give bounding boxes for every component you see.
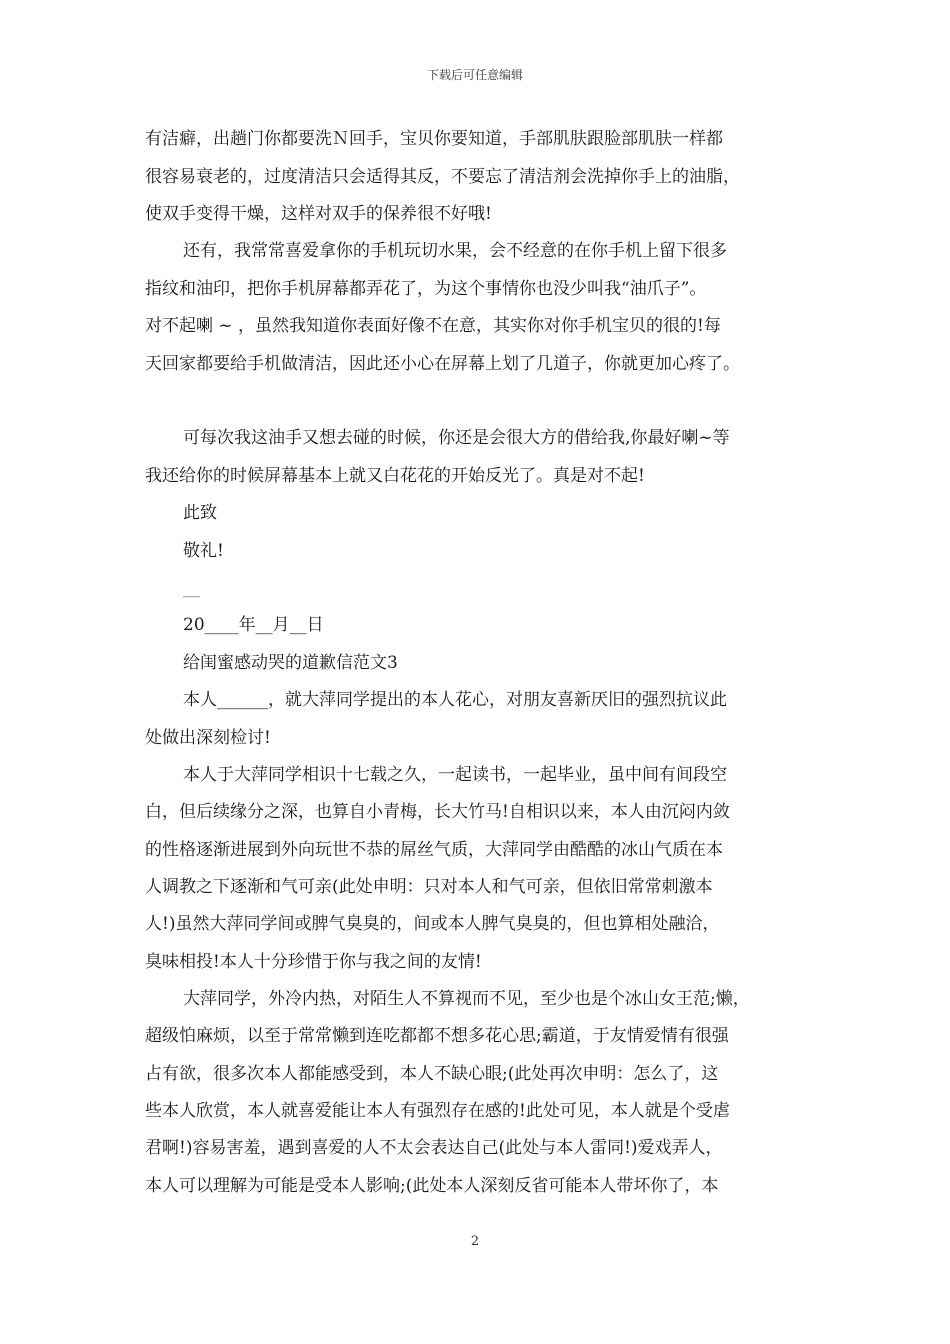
page-number: 2 bbox=[470, 1234, 480, 1249]
date-line: 20____年__月__日 bbox=[183, 615, 324, 635]
page-header: 下载后可任意编辑 bbox=[426, 68, 523, 82]
body-line: 大萍同学，外冷内热，对陌生人不算视而不见，至少也是个冰山女王范;懒， bbox=[183, 989, 750, 1009]
body-line: 对不起喇 ~ ，虽然我知道你表面好像不在意，其实你对你手机宝贝的很的!每 bbox=[145, 316, 721, 336]
body-line: 还有，我常常喜爱拿你的手机玩切水果，会不经意的在你手机上留下很多 bbox=[183, 241, 727, 261]
body-line: 我还给你的时候屏幕基本上就又白花花的开始反光了。真是对不起! bbox=[145, 466, 645, 486]
signature-blank: __ bbox=[183, 578, 200, 598]
body-line: 君啊!)容易害羞，遇到喜爱的人不太会表达自己(此处与本人雷同!)爱戏弄人， bbox=[145, 1138, 723, 1158]
body-line: 本人可以理解为可能是受本人影响;(此处本人深刻反省可能本人带坏你了，本 bbox=[145, 1176, 719, 1196]
body-line: 天回家都要给手机做清洁，因此还小心在屏幕上划了几道子，你就更加心疼了。 bbox=[145, 354, 740, 374]
body-line: 人调教之下逐渐和气可亲(此处申明：只对本人和气可亲，但依旧常常刺激本 bbox=[145, 877, 713, 897]
body-line: 白，但后续缘分之深，也算自小青梅，长大竹马!自相识以来，本人由沉闷内敛 bbox=[145, 802, 730, 822]
body-line: 可每次我这油手又想去碰的时候，你还是会很大方的借给我,你最好喇~等 bbox=[183, 428, 730, 448]
body-line: 使双手变得干燥，这样对双手的保养很不好哦! bbox=[145, 204, 492, 224]
body-line: 很容易衰老的，过度清洁只会适得其反，不要忘了清洁剂会洗掉你手上的油脂， bbox=[145, 167, 740, 187]
body-line: 有洁癖，出趟门你都要洗Ｎ回手，宝贝你要知道，手部肌肤跟脸部肌肤一样都 bbox=[145, 129, 723, 149]
salutation-line: 此致 bbox=[183, 503, 217, 523]
body-line: 人!)虽然大萍同学间或脾气臭臭的，间或本人脾气臭臭的，但也算相处融洽， bbox=[145, 914, 720, 934]
body-line: 本人______，就大萍同学提出的本人花心，对朋友喜新厌旧的强烈抗议此 bbox=[183, 690, 727, 710]
body-line: 些本人欣赏，本人就喜爱能让本人有强烈存在感的!此处可见，本人就是个受虐 bbox=[145, 1101, 730, 1121]
section-title: 给闺蜜感动哭的道歉信范文3 bbox=[183, 653, 398, 673]
body-line: 的性格逐渐进展到外向玩世不恭的屌丝气质，大萍同学由酷酷的冰山气质在本 bbox=[145, 840, 723, 860]
body-line: 占有欲，很多次本人都能感受到，本人不缺心眼;(此处再次申明：怎么了，这 bbox=[145, 1064, 719, 1084]
body-line: 处做出深刻检讨! bbox=[145, 728, 271, 748]
body-line: 臭味相投!本人十分珍惜于你与我之间的友情! bbox=[145, 952, 482, 972]
body-line: 超级怕麻烦，以至于常常懒到连吃都都不想多花心思;霸道，于友情爱情有很强 bbox=[145, 1026, 729, 1046]
body-line: 指纹和油印，把你手机屏幕都弄花了，为这个事情你也没少叫我“油爪子”。 bbox=[145, 279, 707, 299]
salutation-line: 敬礼! bbox=[183, 541, 224, 561]
body-line: 本人于大萍同学相识十七载之久，一起读书，一起毕业，虽中间有间段空 bbox=[183, 765, 727, 785]
